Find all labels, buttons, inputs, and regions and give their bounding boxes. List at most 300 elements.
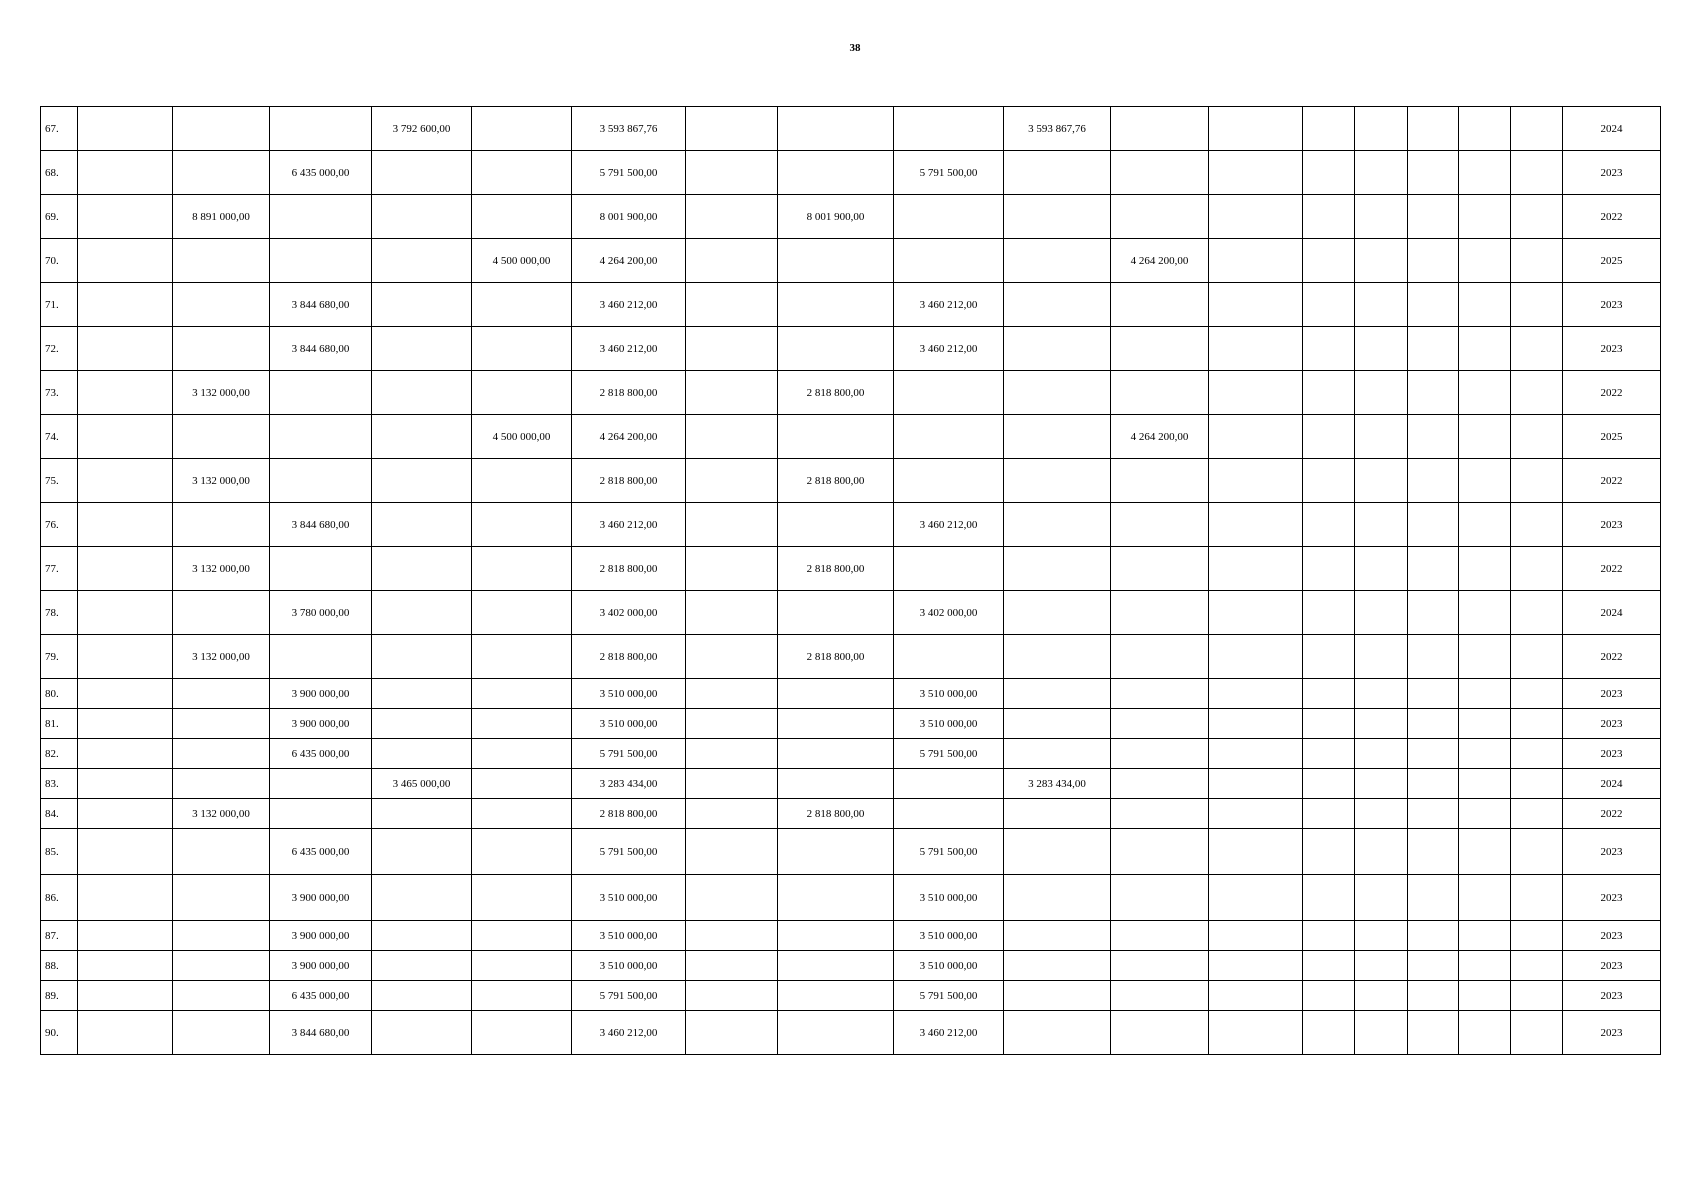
amount-cell	[78, 829, 173, 875]
amount-cell: 4 264 200,00	[1111, 239, 1209, 283]
amount-cell	[1459, 503, 1511, 547]
amount-cell	[894, 459, 1004, 503]
amount-cell	[778, 981, 894, 1011]
amount-cell	[1209, 951, 1303, 981]
amount-cell	[778, 951, 894, 981]
amount-cell	[1111, 829, 1209, 875]
amount-cell	[1303, 459, 1355, 503]
amount-cell	[1355, 107, 1408, 151]
amount-cell	[1408, 981, 1459, 1011]
amount-cell	[1355, 415, 1408, 459]
amount-cell: 4 500 000,00	[472, 415, 572, 459]
amount-cell	[1209, 283, 1303, 327]
amount-cell	[1355, 769, 1408, 799]
amount-cell	[472, 459, 572, 503]
year-cell: 2025	[1563, 239, 1661, 283]
amount-cell: 2 818 800,00	[572, 459, 686, 503]
amount-cell	[1111, 327, 1209, 371]
amount-cell	[1459, 195, 1511, 239]
amount-cell	[894, 107, 1004, 151]
amount-cell	[1408, 769, 1459, 799]
amount-cell	[1303, 239, 1355, 283]
amount-cell	[1511, 951, 1563, 981]
amount-cell	[472, 709, 572, 739]
amount-cell	[1459, 921, 1511, 951]
amount-cell	[1111, 709, 1209, 739]
amount-cell	[1111, 195, 1209, 239]
amount-cell	[1408, 547, 1459, 591]
year-cell: 2022	[1563, 547, 1661, 591]
amount-cell	[173, 239, 270, 283]
amount-cell	[1303, 951, 1355, 981]
amount-cell	[78, 981, 173, 1011]
amount-cell	[1004, 503, 1111, 547]
amount-cell	[1004, 635, 1111, 679]
amount-cell	[1303, 371, 1355, 415]
amount-cell	[1303, 415, 1355, 459]
year-cell: 2023	[1563, 327, 1661, 371]
amount-cell	[1111, 875, 1209, 921]
amount-cell	[472, 769, 572, 799]
amount-cell	[78, 709, 173, 739]
amount-cell	[472, 195, 572, 239]
amount-cell	[1111, 799, 1209, 829]
amount-cell	[1303, 547, 1355, 591]
amount-cell: 6 435 000,00	[270, 739, 372, 769]
amount-cell	[372, 459, 472, 503]
table-row	[41, 503, 1661, 547]
amount-cell	[1355, 503, 1408, 547]
amount-cell	[1511, 1011, 1563, 1055]
amount-cell	[270, 547, 372, 591]
amount-cell	[78, 635, 173, 679]
amount-cell	[778, 1011, 894, 1055]
amount-cell	[1355, 195, 1408, 239]
amount-cell	[1209, 239, 1303, 283]
amount-cell: 5 791 500,00	[572, 829, 686, 875]
table-row	[41, 547, 1661, 591]
amount-cell	[472, 547, 572, 591]
amount-cell	[372, 503, 472, 547]
amount-cell	[1004, 921, 1111, 951]
amount-cell	[1209, 981, 1303, 1011]
amount-cell	[173, 829, 270, 875]
amount-cell	[1511, 709, 1563, 739]
amount-cell	[1355, 875, 1408, 921]
amount-cell	[1209, 739, 1303, 769]
amount-cell	[472, 591, 572, 635]
amount-cell	[173, 591, 270, 635]
amount-cell	[1355, 709, 1408, 739]
amount-cell	[78, 503, 173, 547]
amount-cell	[1511, 769, 1563, 799]
amount-cell	[778, 769, 894, 799]
amount-cell	[78, 799, 173, 829]
amount-cell: 3 402 000,00	[572, 591, 686, 635]
amount-cell: 3 510 000,00	[572, 709, 686, 739]
amount-cell	[1408, 875, 1459, 921]
amount-cell: 3 844 680,00	[270, 283, 372, 327]
amount-cell: 5 791 500,00	[894, 981, 1004, 1011]
row-number-cell: 69.	[41, 195, 78, 239]
amount-cell	[1408, 283, 1459, 327]
amount-cell	[1004, 875, 1111, 921]
amount-cell	[173, 875, 270, 921]
amount-cell	[78, 769, 173, 799]
amount-cell	[173, 921, 270, 951]
amount-cell	[1355, 151, 1408, 195]
row-number-cell: 82.	[41, 739, 78, 769]
year-cell: 2023	[1563, 151, 1661, 195]
table-row	[41, 981, 1661, 1011]
amount-cell	[78, 239, 173, 283]
amount-cell	[472, 151, 572, 195]
amount-cell: 3 593 867,76	[1004, 107, 1111, 151]
amount-cell	[686, 415, 778, 459]
year-cell: 2023	[1563, 951, 1661, 981]
amount-cell	[1209, 635, 1303, 679]
amount-cell	[1111, 1011, 1209, 1055]
amount-cell	[1303, 709, 1355, 739]
year-cell: 2023	[1563, 981, 1661, 1011]
amount-cell	[1511, 921, 1563, 951]
amount-cell	[472, 107, 572, 151]
amount-cell: 2 818 800,00	[778, 459, 894, 503]
table-row	[41, 875, 1661, 921]
amount-cell	[1111, 981, 1209, 1011]
amount-cell	[173, 709, 270, 739]
amount-cell	[1209, 371, 1303, 415]
amount-cell	[1459, 591, 1511, 635]
table-row	[41, 829, 1661, 875]
amount-cell	[372, 547, 472, 591]
amount-cell	[1303, 635, 1355, 679]
amount-cell	[1209, 107, 1303, 151]
amount-cell	[1511, 283, 1563, 327]
amount-cell: 4 264 200,00	[1111, 415, 1209, 459]
amount-cell	[1511, 635, 1563, 679]
amount-cell	[1004, 239, 1111, 283]
amount-cell	[1111, 635, 1209, 679]
amount-cell: 3 900 000,00	[270, 921, 372, 951]
amount-cell: 3 132 000,00	[173, 635, 270, 679]
amount-cell	[1408, 679, 1459, 709]
amount-cell	[372, 709, 472, 739]
row-number-cell: 74.	[41, 415, 78, 459]
table-row	[41, 709, 1661, 739]
amount-cell	[1209, 829, 1303, 875]
amount-cell	[472, 1011, 572, 1055]
row-number-cell: 73.	[41, 371, 78, 415]
amount-cell	[270, 195, 372, 239]
amount-cell	[778, 709, 894, 739]
amount-cell	[372, 679, 472, 709]
amount-cell: 3 132 000,00	[173, 799, 270, 829]
amount-cell	[778, 327, 894, 371]
amount-cell	[1459, 679, 1511, 709]
amount-cell	[1303, 1011, 1355, 1055]
amount-cell	[1408, 829, 1459, 875]
table-row	[41, 283, 1661, 327]
amount-cell	[78, 739, 173, 769]
amount-cell	[1303, 107, 1355, 151]
year-cell: 2023	[1563, 829, 1661, 875]
amount-cell	[1303, 283, 1355, 327]
amount-cell	[1355, 981, 1408, 1011]
amount-cell: 3 510 000,00	[572, 679, 686, 709]
amount-cell	[1511, 799, 1563, 829]
amount-cell	[686, 739, 778, 769]
amount-cell	[1355, 459, 1408, 503]
amount-cell	[1408, 195, 1459, 239]
amount-cell	[686, 951, 778, 981]
amount-cell: 3 132 000,00	[173, 547, 270, 591]
table-row	[41, 799, 1661, 829]
amount-cell	[778, 679, 894, 709]
amount-cell	[1209, 875, 1303, 921]
amount-cell	[78, 195, 173, 239]
amount-cell: 6 435 000,00	[270, 151, 372, 195]
amount-cell	[1459, 875, 1511, 921]
amount-cell	[686, 547, 778, 591]
page-number: 38	[849, 42, 861, 54]
amount-cell: 5 791 500,00	[894, 151, 1004, 195]
amount-cell	[78, 459, 173, 503]
amount-cell	[270, 769, 372, 799]
amount-cell	[78, 875, 173, 921]
amount-cell: 3 283 434,00	[1004, 769, 1111, 799]
amount-cell	[894, 239, 1004, 283]
amount-cell	[78, 415, 173, 459]
amount-cell	[372, 195, 472, 239]
amount-cell	[372, 799, 472, 829]
row-number-cell: 86.	[41, 875, 78, 921]
table-row	[41, 591, 1661, 635]
amount-cell	[1209, 709, 1303, 739]
year-cell: 2023	[1563, 921, 1661, 951]
amount-cell	[894, 769, 1004, 799]
amount-cell	[1459, 151, 1511, 195]
amount-cell	[1511, 239, 1563, 283]
amount-cell	[372, 239, 472, 283]
amount-cell	[372, 151, 472, 195]
amount-cell: 3 510 000,00	[894, 951, 1004, 981]
amount-cell	[1355, 239, 1408, 283]
table-row	[41, 371, 1661, 415]
amount-cell: 4 500 000,00	[472, 239, 572, 283]
amount-cell	[1004, 151, 1111, 195]
amount-cell	[1355, 371, 1408, 415]
amount-cell	[1004, 739, 1111, 769]
amount-cell	[1355, 635, 1408, 679]
amount-cell	[1303, 829, 1355, 875]
amount-cell	[1408, 503, 1459, 547]
amount-cell: 3 900 000,00	[270, 679, 372, 709]
amount-cell	[1459, 327, 1511, 371]
amount-cell: 8 001 900,00	[778, 195, 894, 239]
amount-cell	[173, 327, 270, 371]
row-number-cell: 84.	[41, 799, 78, 829]
amount-cell	[1303, 195, 1355, 239]
amount-cell: 5 791 500,00	[572, 739, 686, 769]
amount-cell: 2 818 800,00	[778, 371, 894, 415]
amount-cell	[1004, 981, 1111, 1011]
amount-cell: 6 435 000,00	[270, 829, 372, 875]
amount-cell	[1004, 459, 1111, 503]
amount-cell	[1511, 829, 1563, 875]
amount-cell	[1303, 591, 1355, 635]
amount-cell	[1209, 151, 1303, 195]
amount-cell	[270, 799, 372, 829]
amount-cell: 3 460 212,00	[572, 283, 686, 327]
amount-cell	[78, 327, 173, 371]
amount-cell	[1511, 415, 1563, 459]
amount-cell: 3 510 000,00	[894, 875, 1004, 921]
year-cell: 2024	[1563, 107, 1661, 151]
data-table	[40, 106, 1661, 1055]
amount-cell: 5 791 500,00	[572, 981, 686, 1011]
amount-cell	[1303, 799, 1355, 829]
amount-cell	[372, 591, 472, 635]
amount-cell	[1209, 459, 1303, 503]
table-row	[41, 679, 1661, 709]
amount-cell	[1511, 459, 1563, 503]
amount-cell: 3 510 000,00	[894, 709, 1004, 739]
amount-cell: 3 460 212,00	[894, 1011, 1004, 1055]
amount-cell	[1459, 459, 1511, 503]
amount-cell	[686, 327, 778, 371]
amount-cell: 4 264 200,00	[572, 415, 686, 459]
amount-cell: 3 510 000,00	[572, 951, 686, 981]
amount-cell	[372, 921, 472, 951]
amount-cell	[1408, 239, 1459, 283]
table-row	[41, 327, 1661, 371]
year-cell: 2023	[1563, 679, 1661, 709]
amount-cell	[1004, 951, 1111, 981]
amount-cell: 4 264 200,00	[572, 239, 686, 283]
row-number-cell: 85.	[41, 829, 78, 875]
amount-cell	[1303, 769, 1355, 799]
amount-cell	[1511, 875, 1563, 921]
amount-cell: 5 791 500,00	[572, 151, 686, 195]
table-row	[41, 951, 1661, 981]
year-cell: 2022	[1563, 635, 1661, 679]
amount-cell	[1111, 951, 1209, 981]
amount-cell	[78, 951, 173, 981]
amount-cell	[686, 283, 778, 327]
amount-cell	[1511, 195, 1563, 239]
amount-cell	[173, 679, 270, 709]
amount-cell	[1111, 371, 1209, 415]
amount-cell: 3 283 434,00	[572, 769, 686, 799]
amount-cell: 5 791 500,00	[894, 739, 1004, 769]
amount-cell	[78, 151, 173, 195]
amount-cell	[1511, 371, 1563, 415]
table-row	[41, 415, 1661, 459]
amount-cell	[173, 151, 270, 195]
amount-cell	[686, 151, 778, 195]
amount-cell	[173, 415, 270, 459]
year-cell: 2023	[1563, 709, 1661, 739]
year-cell: 2025	[1563, 415, 1661, 459]
amount-cell	[686, 829, 778, 875]
amount-cell	[372, 1011, 472, 1055]
amount-cell: 3 460 212,00	[894, 503, 1004, 547]
amount-cell	[1355, 591, 1408, 635]
amount-cell	[1004, 371, 1111, 415]
amount-cell	[1004, 283, 1111, 327]
amount-cell	[1408, 107, 1459, 151]
amount-cell	[173, 739, 270, 769]
amount-cell	[78, 283, 173, 327]
amount-cell: 3 900 000,00	[270, 951, 372, 981]
year-cell: 2022	[1563, 195, 1661, 239]
amount-cell: 3 460 212,00	[894, 283, 1004, 327]
row-number-cell: 67.	[41, 107, 78, 151]
amount-cell	[1209, 679, 1303, 709]
amount-cell	[472, 951, 572, 981]
amount-cell	[1355, 283, 1408, 327]
amount-cell	[1459, 547, 1511, 591]
amount-cell	[1511, 503, 1563, 547]
table-row	[41, 195, 1661, 239]
amount-cell	[1459, 415, 1511, 459]
amount-cell: 3 780 000,00	[270, 591, 372, 635]
amount-cell	[1511, 151, 1563, 195]
amount-cell: 2 818 800,00	[572, 635, 686, 679]
table-row	[41, 635, 1661, 679]
amount-cell	[472, 371, 572, 415]
amount-cell	[778, 239, 894, 283]
amount-cell	[372, 875, 472, 921]
row-number-cell: 70.	[41, 239, 78, 283]
amount-cell	[78, 107, 173, 151]
row-number-cell: 71.	[41, 283, 78, 327]
row-number-cell: 72.	[41, 327, 78, 371]
amount-cell	[1303, 875, 1355, 921]
amount-cell	[1111, 459, 1209, 503]
amount-cell	[1209, 547, 1303, 591]
amount-cell	[1111, 739, 1209, 769]
amount-cell	[1209, 415, 1303, 459]
amount-cell	[1111, 769, 1209, 799]
year-cell: 2023	[1563, 503, 1661, 547]
amount-cell	[1303, 981, 1355, 1011]
amount-cell	[1459, 107, 1511, 151]
amount-cell	[1111, 503, 1209, 547]
amount-cell	[778, 283, 894, 327]
amount-cell	[173, 503, 270, 547]
amount-cell	[894, 799, 1004, 829]
amount-cell	[1459, 981, 1511, 1011]
row-number-cell: 79.	[41, 635, 78, 679]
amount-cell	[1459, 635, 1511, 679]
amount-cell	[1303, 327, 1355, 371]
amount-cell: 2 818 800,00	[572, 547, 686, 591]
amount-cell	[1408, 709, 1459, 739]
amount-cell	[686, 635, 778, 679]
amount-cell	[1004, 829, 1111, 875]
amount-cell: 3 132 000,00	[173, 459, 270, 503]
amount-cell	[270, 415, 372, 459]
amount-cell	[686, 921, 778, 951]
amount-cell	[372, 635, 472, 679]
amount-cell	[472, 503, 572, 547]
amount-cell	[472, 283, 572, 327]
amount-cell: 3 510 000,00	[894, 679, 1004, 709]
amount-cell	[1355, 829, 1408, 875]
amount-cell	[1511, 547, 1563, 591]
